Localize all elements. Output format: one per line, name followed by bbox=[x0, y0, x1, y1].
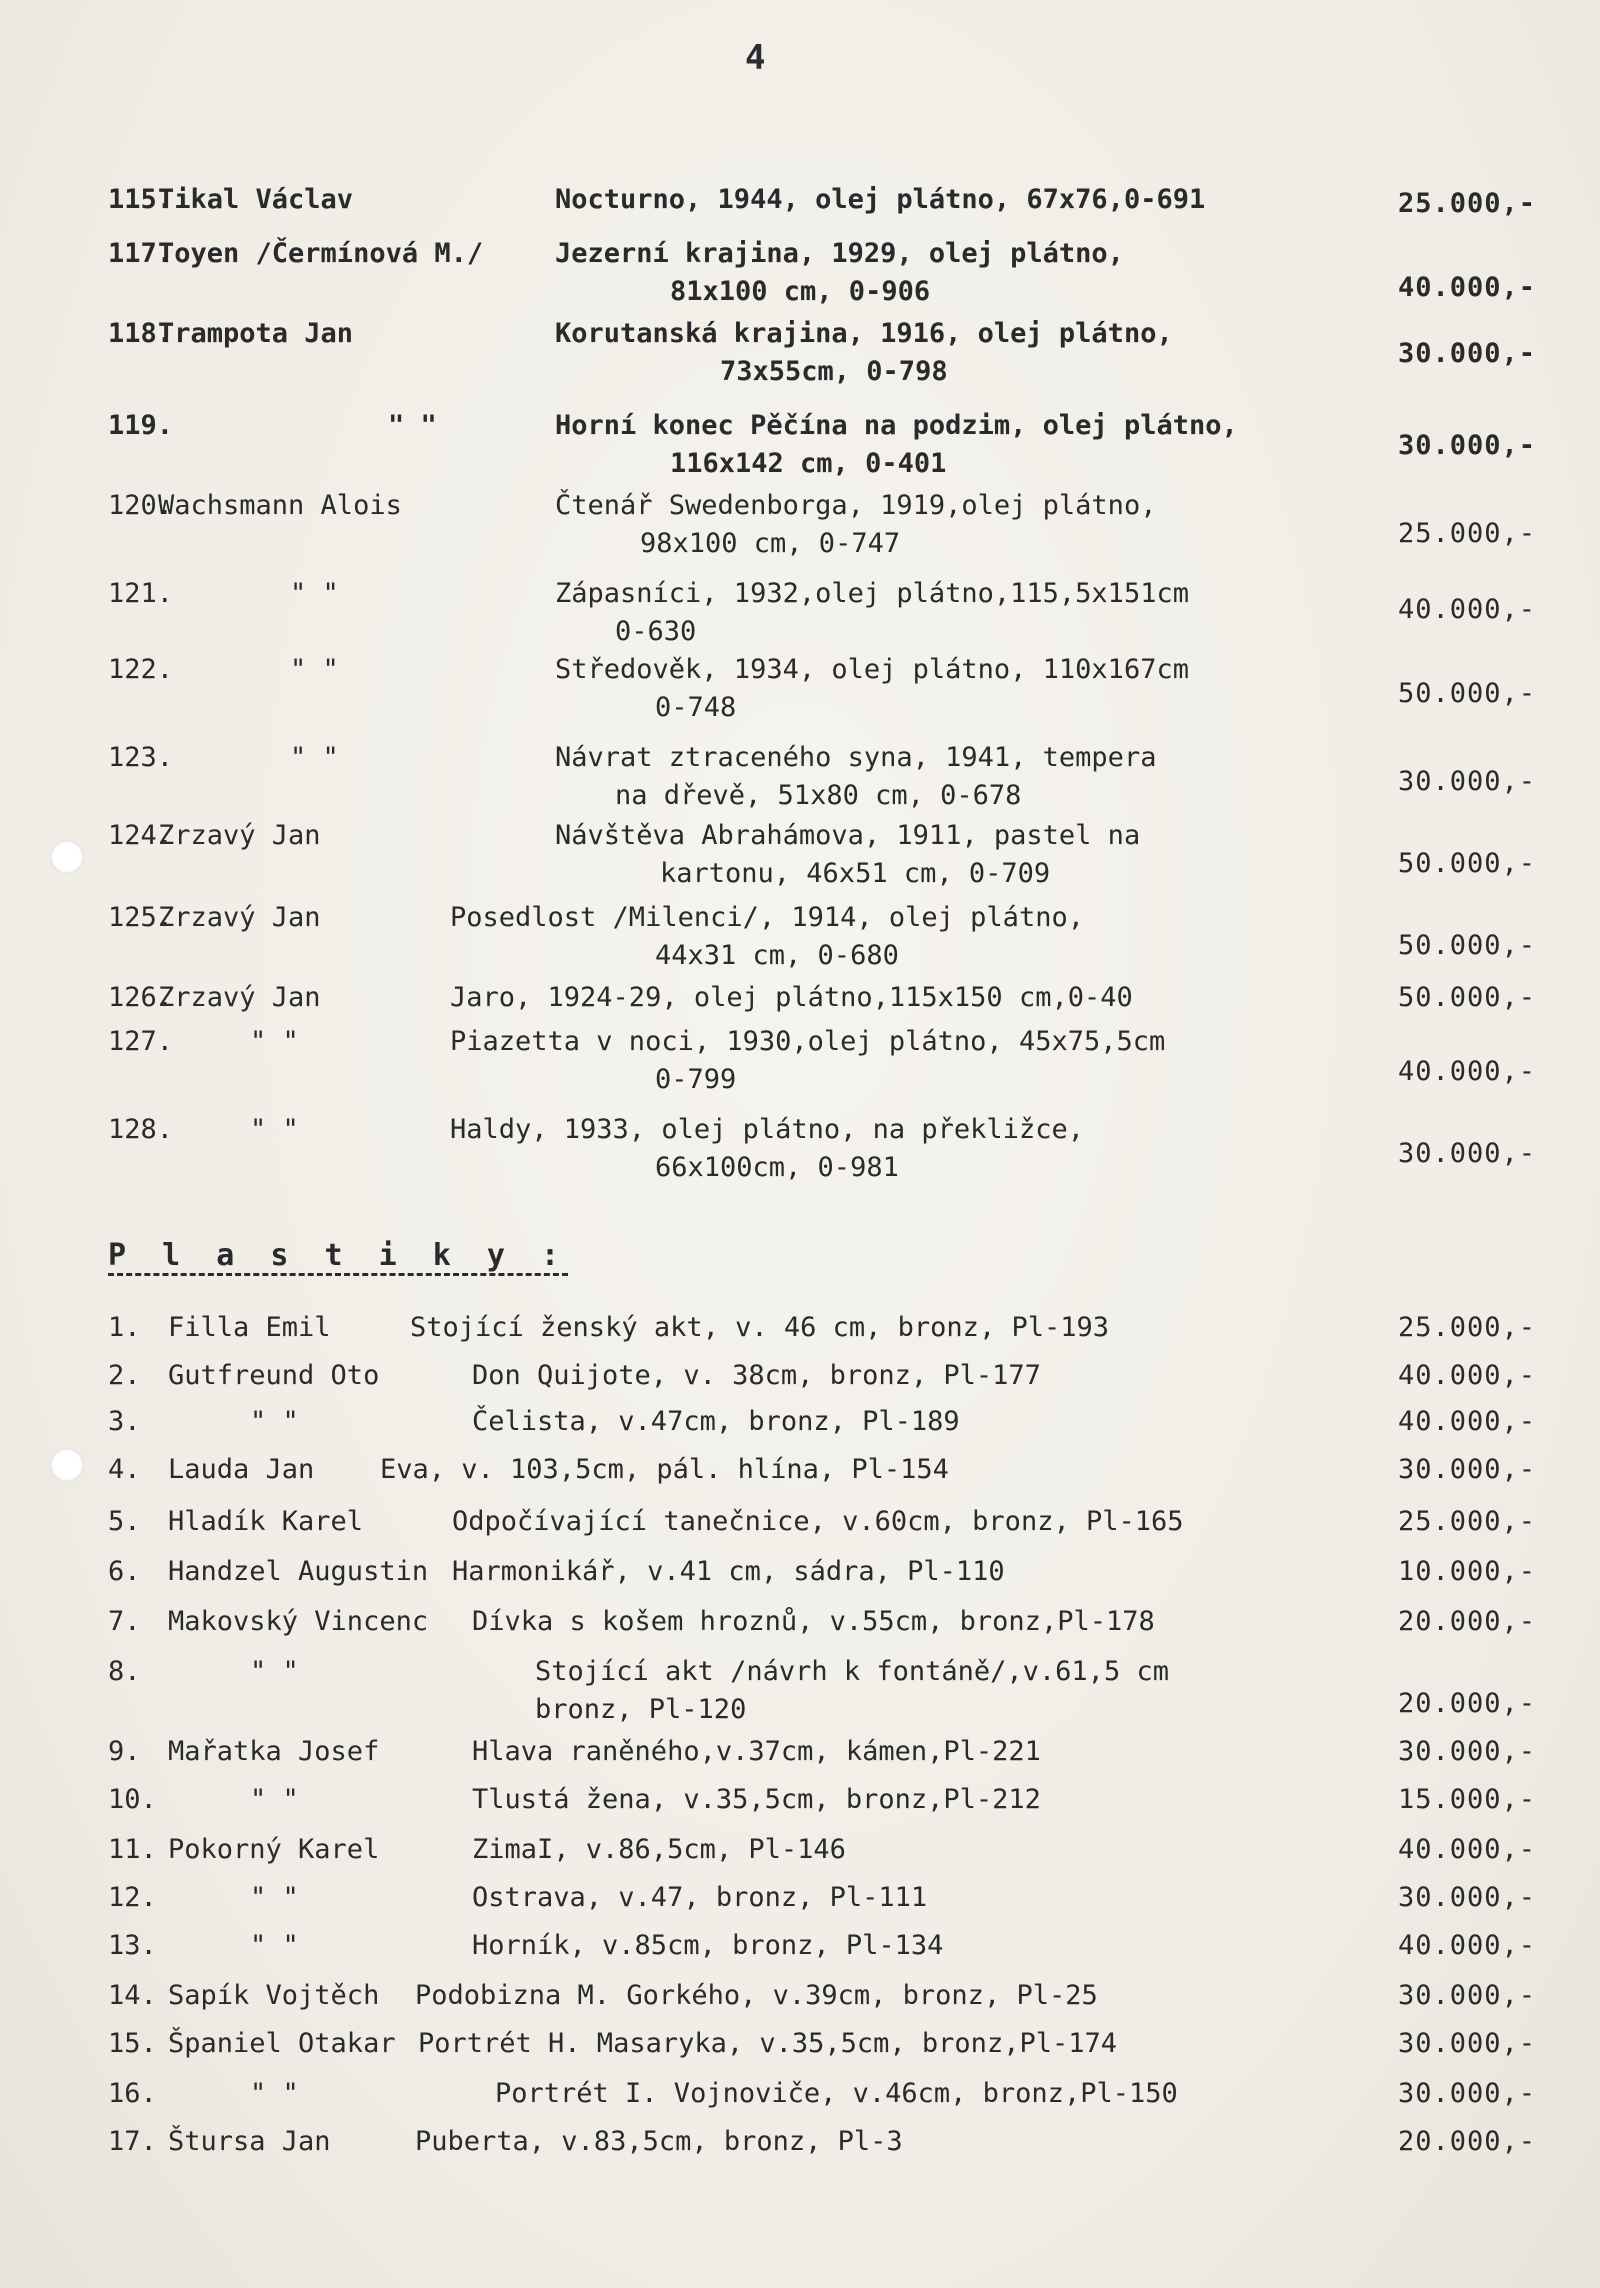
item-number: 122. bbox=[108, 654, 174, 685]
artwork-description: 44x31 cm, 0-680 bbox=[655, 940, 899, 971]
artwork-description: 81x100 cm, 0-906 bbox=[670, 276, 931, 307]
price-value: 30.000,- bbox=[1398, 1882, 1537, 1913]
price-value: 30.000,- bbox=[1398, 1454, 1537, 1485]
item-number: 125. bbox=[108, 902, 174, 933]
sculptures-heading: P l a s t i k y : bbox=[108, 1238, 569, 1273]
artwork-description: Nocturno, 1944, olej plátno, 67x76,0-691 bbox=[555, 184, 1206, 215]
artist-name: Makovský Vincenc bbox=[168, 1606, 429, 1637]
artist-name: Filla Emil bbox=[168, 1312, 331, 1343]
price-value: 40.000,- bbox=[1398, 1360, 1537, 1391]
item-number: 115. bbox=[108, 184, 174, 215]
price-value: 50.000,- bbox=[1398, 848, 1537, 879]
item-number: 3. bbox=[108, 1406, 141, 1437]
item-number: 121. bbox=[108, 578, 174, 609]
artist-name: " " bbox=[290, 578, 339, 609]
artist-name: Pokorný Karel bbox=[168, 1834, 380, 1865]
item-number: 12. bbox=[108, 1882, 157, 1913]
artwork-description: 0-630 bbox=[615, 616, 697, 647]
price-value: 20.000,- bbox=[1398, 2126, 1537, 2157]
price-value: 20.000,- bbox=[1398, 1606, 1537, 1637]
artwork-description: Návrat ztraceného syna, 1941, tempera bbox=[555, 742, 1157, 773]
artwork-description: Návštěva Abrahámova, 1911, pastel na bbox=[555, 820, 1141, 851]
punch-hole bbox=[50, 840, 84, 874]
item-number: 7. bbox=[108, 1606, 141, 1637]
item-number: 15. bbox=[108, 2028, 157, 2059]
price-value: 30.000,- bbox=[1398, 430, 1537, 461]
item-number: 117. bbox=[108, 238, 174, 269]
item-number: 10. bbox=[108, 1784, 157, 1815]
artist-name: Mařatka Josef bbox=[168, 1736, 380, 1767]
artwork-description: ZimaI, v.86,5cm, Pl-146 bbox=[472, 1834, 846, 1865]
item-number: 128. bbox=[108, 1114, 174, 1145]
artwork-description: 0-748 bbox=[655, 692, 737, 723]
artwork-description: Tlustá žena, v.35,5cm, bronz,Pl-212 bbox=[472, 1784, 1041, 1815]
artwork-description: Piazetta v noci, 1930,olej plátno, 45x75,5cm bbox=[450, 1026, 1166, 1057]
item-number: 4. bbox=[108, 1454, 141, 1485]
price-value: 40.000,- bbox=[1398, 1406, 1537, 1437]
item-number: 126. bbox=[108, 982, 174, 1013]
item-number: 2. bbox=[108, 1360, 141, 1391]
artwork-description: Korutanská krajina, 1916, olej plátno, bbox=[555, 318, 1173, 349]
artwork-description: Ostrava, v.47, bronz, Pl-111 bbox=[472, 1882, 928, 1913]
artist-name: " " bbox=[250, 1784, 299, 1815]
price-value: 50.000,- bbox=[1398, 930, 1537, 961]
artwork-description: 116x142 cm, 0-401 bbox=[670, 448, 947, 479]
artwork-description: Harmonikář, v.41 cm, sádra, Pl-110 bbox=[452, 1556, 1005, 1587]
punch-hole bbox=[50, 1448, 84, 1482]
artist-name: Zrzavý Jan bbox=[158, 982, 321, 1013]
artist-name: " " bbox=[250, 1930, 299, 1961]
item-number: 6. bbox=[108, 1556, 141, 1587]
price-value: 40.000,- bbox=[1398, 594, 1537, 625]
artwork-description: Don Quijote, v. 38cm, bronz, Pl-177 bbox=[472, 1360, 1041, 1391]
price-value: 50.000,- bbox=[1398, 678, 1537, 709]
artwork-description: Portrét I. Vojnoviče, v.46cm, bronz,Pl-150 bbox=[495, 2078, 1178, 2109]
artwork-description: bronz, Pl-120 bbox=[535, 1694, 747, 1725]
artwork-description: na dřevě, 51x80 cm, 0-678 bbox=[615, 780, 1022, 811]
price-value: 50.000,- bbox=[1398, 982, 1537, 1013]
item-number: 17. bbox=[108, 2126, 157, 2157]
price-value: 30.000,- bbox=[1398, 2078, 1537, 2109]
artist-name: Sapík Vojtěch bbox=[168, 1980, 380, 2011]
price-value: 25.000,- bbox=[1398, 188, 1537, 219]
item-number: 8. bbox=[108, 1656, 141, 1687]
artist-name: Handzel Augustin bbox=[168, 1556, 429, 1587]
artist-name: Štursa Jan bbox=[168, 2126, 331, 2157]
artist-name: Hladík Karel bbox=[168, 1506, 364, 1537]
artist-name: " " bbox=[250, 1114, 299, 1145]
price-value: 30.000,- bbox=[1398, 1980, 1537, 2011]
artist-name: " " bbox=[250, 1882, 299, 1913]
item-number: 127. bbox=[108, 1026, 174, 1057]
price-value: 15.000,- bbox=[1398, 1784, 1537, 1815]
artwork-description: Stojící akt /návrh k fontáně/,v.61,5 cm bbox=[535, 1656, 1169, 1687]
artist-name: " " bbox=[388, 410, 437, 441]
item-number: 1. bbox=[108, 1312, 141, 1343]
artist-name: " " bbox=[290, 742, 339, 773]
item-number: 118. bbox=[108, 318, 174, 349]
artwork-description: Horní konec Pěčína na podzim, olej plátno, bbox=[555, 410, 1238, 441]
price-value: 20.000,- bbox=[1398, 1688, 1537, 1719]
artist-name: " " bbox=[250, 1656, 299, 1687]
item-number: 123. bbox=[108, 742, 174, 773]
artist-name: " " bbox=[250, 1026, 299, 1057]
price-value: 40.000,- bbox=[1398, 1930, 1537, 1961]
item-number: 119. bbox=[108, 410, 174, 441]
price-value: 40.000,- bbox=[1398, 1834, 1537, 1865]
item-number: 11. bbox=[108, 1834, 157, 1865]
artwork-description: Eva, v. 103,5cm, pál. hlína, Pl-154 bbox=[380, 1454, 949, 1485]
artist-name: " " bbox=[250, 2078, 299, 2109]
item-number: 14. bbox=[108, 1980, 157, 2011]
artist-name: Gutfreund Oto bbox=[168, 1360, 380, 1391]
artwork-description: 0-799 bbox=[655, 1064, 737, 1095]
artwork-description: Puberta, v.83,5cm, bronz, Pl-3 bbox=[415, 2126, 903, 2157]
artwork-description: Podobizna M. Gorkého, v.39cm, bronz, Pl-25 bbox=[415, 1980, 1098, 2011]
artwork-description: 73x55cm, 0-798 bbox=[720, 356, 948, 387]
artwork-description: Dívka s košem hroznů, v.55cm, bronz,Pl-178 bbox=[472, 1606, 1155, 1637]
artist-name: Zrzavý Jan bbox=[158, 902, 321, 933]
artist-name: Tikal Václav bbox=[158, 184, 354, 215]
artwork-description: Hlava raněného,v.37cm, kámen,Pl-221 bbox=[472, 1736, 1041, 1767]
price-value: 30.000,- bbox=[1398, 766, 1537, 797]
item-number: 124. bbox=[108, 820, 174, 851]
price-value: 10.000,- bbox=[1398, 1556, 1537, 1587]
artist-name: Lauda Jan bbox=[168, 1454, 315, 1485]
price-value: 30.000,- bbox=[1398, 1736, 1537, 1767]
artwork-description: Horník, v.85cm, bronz, Pl-134 bbox=[472, 1930, 944, 1961]
artwork-description: Haldy, 1933, olej plátno, na překližce, bbox=[450, 1114, 1084, 1145]
artwork-description: Zápasníci, 1932,olej plátno,115,5x151cm bbox=[555, 578, 1189, 609]
item-number: 5. bbox=[108, 1506, 141, 1537]
artist-name: Trampota Jan bbox=[158, 318, 354, 349]
artwork-description: kartonu, 46x51 cm, 0-709 bbox=[660, 858, 1051, 889]
item-number: 9. bbox=[108, 1736, 141, 1767]
item-number: 13. bbox=[108, 1930, 157, 1961]
artist-name: " " bbox=[290, 654, 339, 685]
artwork-description: 66x100cm, 0-981 bbox=[655, 1152, 899, 1183]
price-value: 25.000,- bbox=[1398, 1312, 1537, 1343]
price-value: 30.000,- bbox=[1398, 338, 1537, 369]
artist-name: Zrzavý Jan bbox=[158, 820, 321, 851]
page-number: 4 bbox=[745, 38, 766, 78]
artist-name: Španiel Otakar bbox=[168, 2028, 396, 2059]
item-number: 16. bbox=[108, 2078, 157, 2109]
price-value: 25.000,- bbox=[1398, 518, 1537, 549]
artist-name: Wachsmann Alois bbox=[158, 490, 402, 521]
price-value: 40.000,- bbox=[1398, 272, 1537, 303]
artwork-description: Čtenář Swedenborga, 1919,olej plátno, bbox=[555, 490, 1157, 521]
artist-name: Toyen /Čermínová M./ bbox=[158, 238, 484, 269]
artist-name: " " bbox=[250, 1406, 299, 1437]
artwork-description: Odpočívající tanečnice, v.60cm, bronz, Pl-165 bbox=[452, 1506, 1184, 1537]
price-value: 25.000,- bbox=[1398, 1506, 1537, 1537]
artwork-description: 98x100 cm, 0-747 bbox=[640, 528, 901, 559]
artwork-description: Středověk, 1934, olej plátno, 110x167cm bbox=[555, 654, 1189, 685]
artwork-description: Stojící ženský akt, v. 46 cm, bronz, Pl-193 bbox=[410, 1312, 1109, 1343]
price-value: 30.000,- bbox=[1398, 2028, 1537, 2059]
item-number: 120. bbox=[108, 490, 174, 521]
artwork-description: Jaro, 1924-29, olej plátno,115x150 cm,0-40 bbox=[450, 982, 1133, 1013]
artwork-description: Jezerní krajina, 1929, olej plátno, bbox=[555, 238, 1124, 269]
price-value: 30.000,- bbox=[1398, 1138, 1537, 1169]
artwork-description: Čelista, v.47cm, bronz, Pl-189 bbox=[472, 1406, 960, 1437]
artwork-description: Posedlost /Milenci/, 1914, olej plátno, bbox=[450, 902, 1084, 933]
artwork-description: Portrét H. Masaryka, v.35,5cm, bronz,Pl-174 bbox=[418, 2028, 1117, 2059]
price-value: 40.000,- bbox=[1398, 1056, 1537, 1087]
